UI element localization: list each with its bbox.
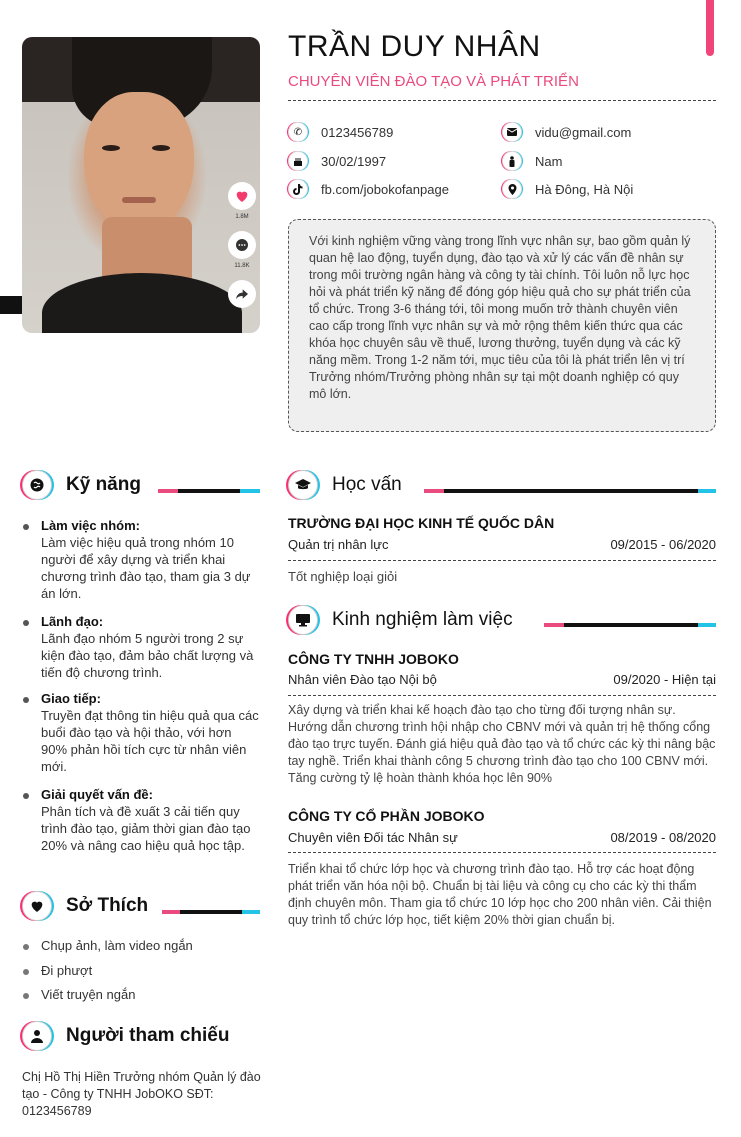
monitor-icon [288, 605, 318, 635]
reference-heading [22, 1021, 229, 1051]
education-title: Học vấn [332, 474, 402, 495]
birthday-text: 30/02/1997 [321, 153, 387, 169]
contact-address [502, 179, 633, 199]
photo-eye [102, 145, 120, 151]
skill-name: Giải quyết vấn đề: [22, 786, 260, 803]
education-note: Tốt nghiệp loại giỏi [288, 569, 398, 584]
job-row [288, 830, 716, 845]
left-accent-bar [0, 296, 22, 314]
skill-item [22, 786, 260, 854]
education-heading-line [424, 489, 716, 493]
skill-item [22, 690, 260, 775]
top-accent-bar [706, 0, 714, 56]
header-divider [288, 100, 716, 101]
phone-text: 0123456789 [321, 124, 394, 140]
company-name: CÔNG TY CỔ PHẦN JOBOKO [288, 808, 485, 824]
hobby-item: Viết truyện ngắn [22, 987, 135, 1002]
email-text: vidu@gmail.com [535, 124, 632, 140]
education-divider [288, 560, 716, 561]
job-period: 09/2020 - Hiện tại [613, 672, 716, 687]
user-icon [22, 1021, 52, 1051]
experience-heading-line [544, 623, 716, 627]
reference-text: Chị Hồ Thị Hiền Trưởng nhóm Quản lý đào tạo - Công ty TNHH JobOKO SĐT: 0123456789 [22, 1070, 261, 1118]
job-row [288, 672, 716, 687]
job-title: CHUYÊN VIÊN ĐÀO TẠO VÀ PHÁT TRIỂN [288, 73, 579, 90]
career-summary: Với kinh nghiệm vững vàng trong lĩnh vực nhân sự, bao gồm quản lý quan hệ lao động, tuyển dụng, đào tạo và xử lý các vấn đề nhân sự trong môi trường ngân hàng và công ty tài chính. Tôi luôn nỗ lực học hỏi và phát triển kỹ năng để đóng góp hiệu quả cho sự phát triển của tổ chức. Trong 3-6 tháng tới, tôi mong muốn trở thành chuyên viên cao cấp trong lĩnh vực nhân sự và mở rộng thêm kiến thức qua các khóa học chuyên sâu về thuế, lương thưởng, tuyển dụng và các kỹ năng mềm. Trong 1-2 năm tới, mục tiêu của tôi là phát triển lên vị trí Trưởng nhóm/Trưởng phòng nhân sự tại một doanh nghiệp có quy mô lớn. [288, 219, 716, 432]
graduation-cap-icon [288, 470, 318, 500]
hobbies-title: Sở Thích [66, 895, 149, 916]
photo-eye [152, 145, 170, 151]
phone-icon: ✆ [288, 122, 308, 142]
email-icon [502, 122, 522, 142]
hobby-item: Chụp ảnh, làm video ngắn [22, 938, 193, 953]
education-heading [288, 470, 402, 500]
skill-desc: Làm việc hiệu quả trong nhóm 10 người để xây dựng và triển khai chương trình đào tạo, tham gia 3 dự án lớn. [41, 535, 251, 601]
heart-icon[interactable] [228, 182, 256, 210]
photo-face [84, 92, 194, 232]
job-role: Nhân viên Đào tạo Nội bộ [288, 672, 437, 687]
comments-count: 11.8K [234, 263, 250, 269]
education-period: 09/2015 - 06/2020 [610, 537, 716, 552]
contact-birthday [288, 151, 386, 171]
job-period: 08/2019 - 08/2020 [610, 830, 716, 845]
company-name: CÔNG TY TNHH JOBOKO [288, 651, 459, 667]
job-divider [288, 695, 716, 696]
skill-name: Giao tiếp: [22, 690, 260, 707]
skill-desc: Phân tích và đề xuất 3 cải tiến quy trình đào tạo, giảm thời gian đào tạo 20% và nâng cao hiệu quả học tập. [41, 804, 251, 853]
education-row [288, 537, 716, 552]
gender-text: Nam [535, 153, 563, 169]
skill-desc: Truyền đạt thông tin hiệu quả qua các buổi đào tạo và hội thảo, với hơn 90% phản hồi tích cực từ nhân viên mới. [41, 708, 259, 774]
address-text: Hà Đông, Hà Nội [535, 181, 634, 197]
share-icon[interactable] [228, 280, 256, 308]
skill-name: Lãnh đạo: [22, 613, 260, 630]
skills-heading [22, 470, 141, 500]
contact-social [288, 179, 449, 199]
experience-heading [288, 605, 513, 635]
location-pin-icon [502, 179, 522, 199]
hobbies-heading-line [162, 910, 260, 914]
job-desc: Triển khai tổ chức lớp học và chương trình đào tạo. Hỗ trợ các hoạt động phát triển văn hóa nội bộ. Chuẩn bị tài liệu và công cụ cho các kỳ thi thẩm định chuyên môn. Tham gia tổ chức 10 lớp học cho 200 nhân viên. Cải thiện quy trình tổ chức lớp học, tiết kiệm 20% thời gian chuẩn bị. [288, 862, 712, 927]
skill-name: Làm việc nhóm: [22, 517, 260, 534]
job-divider [288, 852, 716, 853]
skill-desc: Lãnh đạo nhóm 5 người trong 2 sự kiện đào tạo, đảm bảo chất lượng và tiến độ chương trình. [41, 631, 254, 680]
hobby-item: Đi phượt [22, 963, 92, 978]
skill-item [22, 613, 260, 681]
heart-icon [22, 891, 52, 921]
skill-item [22, 517, 260, 602]
person-icon [502, 151, 522, 171]
hobbies-heading [22, 891, 148, 921]
photo-mouth [122, 197, 156, 203]
job-desc: Xây dựng và triển khai kế hoạch đào tạo cho từng đối tượng nhân sự. Hướng dẫn chương trình hội nhập cho CBNV mới và quản trị hệ thống cổng đào tạo trực tuyến. Đánh giá hiệu quả đào tạo và tổ chức các kỳ thi nâng bậc tay nghề. Triển khai thành công 5 chương trình đào tạo cho 100 CBNV mới. Tăng cường tỷ lệ hoàn thành khóa học lên 90% [288, 703, 716, 785]
photo-shirt [42, 273, 242, 333]
social-text[interactable]: fb.com/jobokofanpage [321, 181, 449, 197]
likes-count: 1.8M [235, 214, 249, 220]
school-name: TRƯỜNG ĐẠI HỌC KINH TẾ QUỐC DÂN [288, 515, 555, 531]
brain-icon [22, 470, 52, 500]
reference-title: Người tham chiếu [66, 1025, 230, 1046]
tiktok-icon [288, 179, 308, 199]
cake-icon [288, 151, 308, 171]
contact-email [502, 122, 631, 142]
full-name: TRẦN DUY NHÂN [288, 30, 541, 63]
job-role: Chuyên viên Đối tác Nhân sự [288, 830, 458, 845]
skills-title: Kỹ năng [66, 474, 141, 495]
experience-title: Kinh nghiệm làm việc [332, 609, 513, 630]
skills-heading-line [158, 489, 260, 493]
contact-phone [288, 122, 393, 142]
contact-gender [502, 151, 562, 171]
profile-photo [22, 37, 260, 333]
comment-icon[interactable] [228, 231, 256, 259]
education-major: Quản trị nhân lực [288, 537, 389, 552]
